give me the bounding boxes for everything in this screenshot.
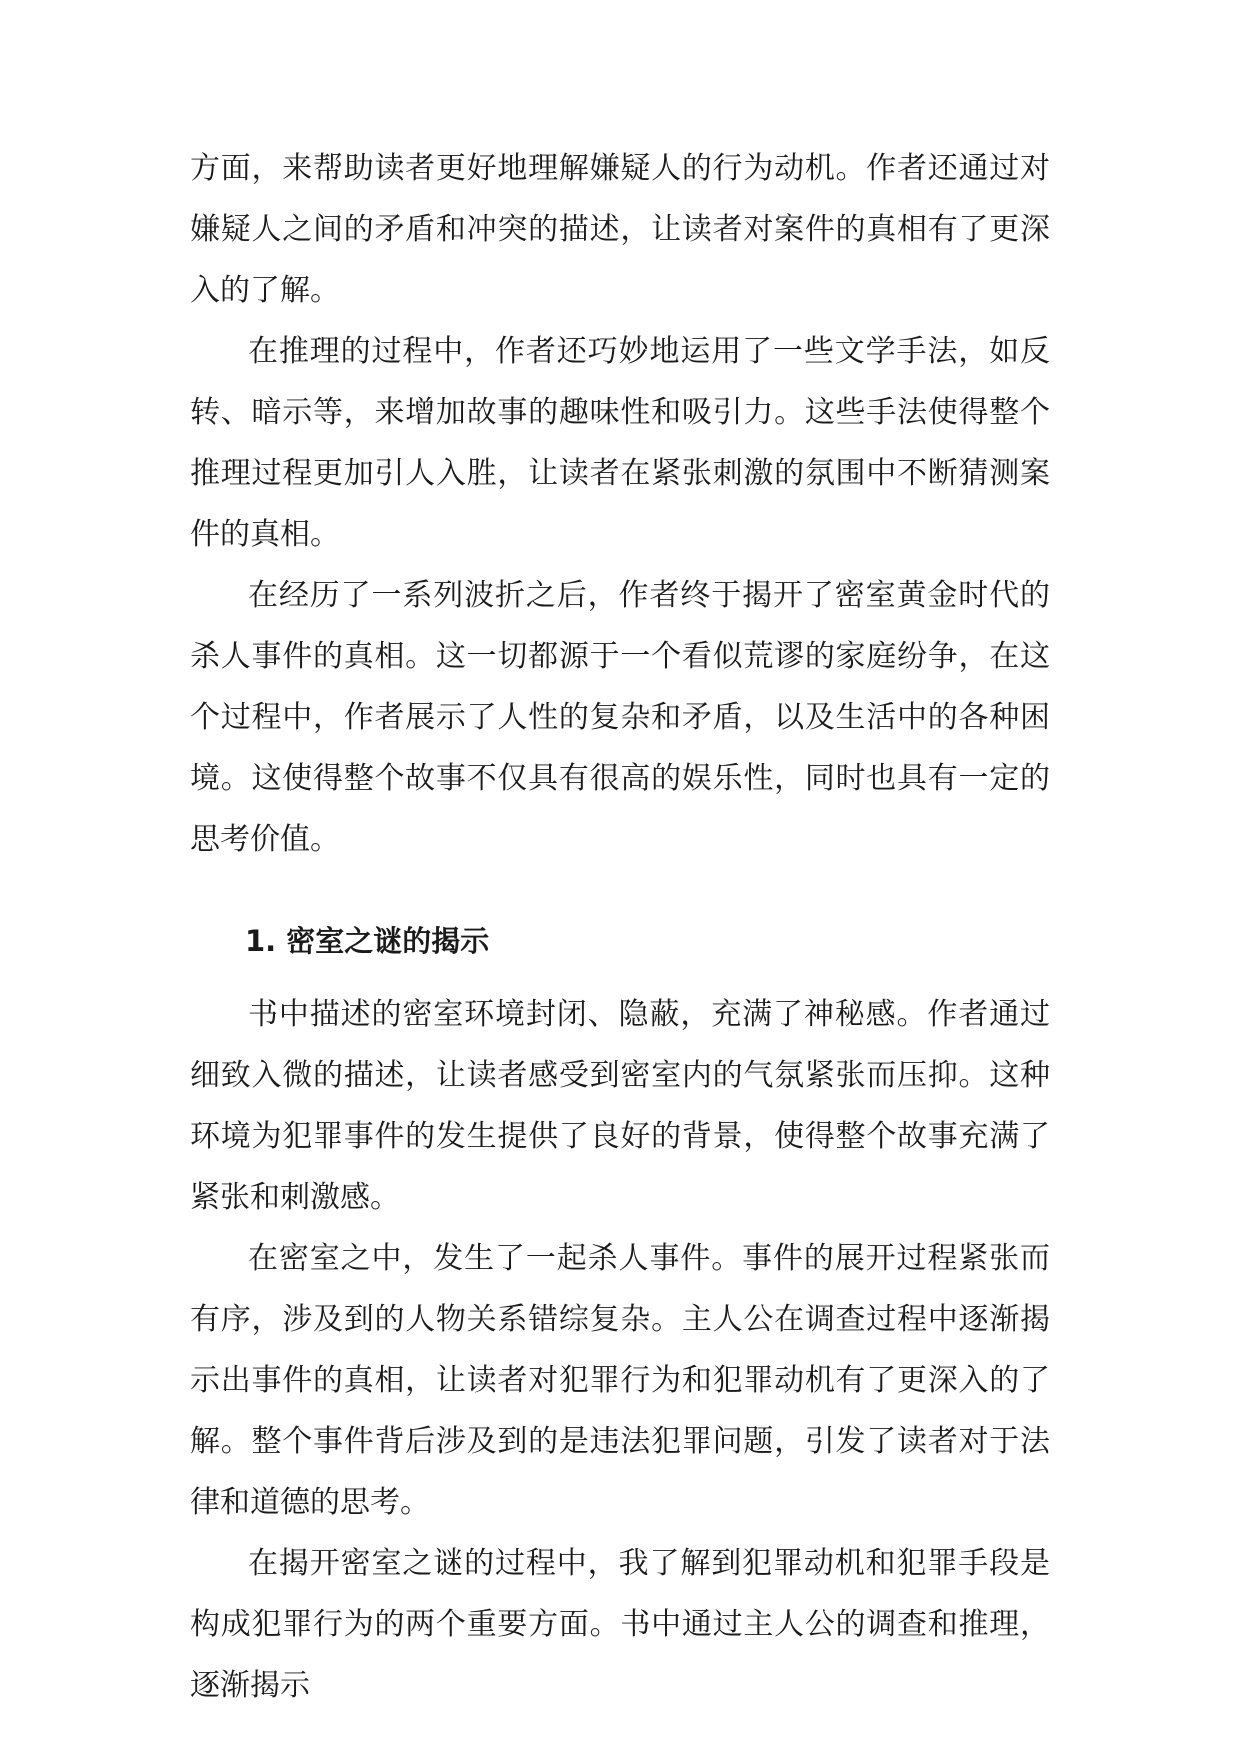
paragraph-motive-and-means: 在揭开密室之谜的过程中，我了解到犯罪动机和犯罪手段是构成犯罪行为的两个重要方面。书中通过主人公的调查和推理，逐渐揭示: [190, 1546, 1050, 1703]
paragraph-truth-revealed: 在经历了一系列波折之后，作者终于揭开了密室黄金时代的杀人事件的真相。这一切都源于一个看似荒谬的家庭纷争，在这个过程中，作者展示了人性的复杂和矛盾，以及生活中的各种困境。这使得整个故事不仅具有很高的娱乐性，同时也具有一定的思考价值。: [190, 578, 1050, 857]
section-heading: 1. 密室之谜的揭示: [245, 924, 490, 958]
paragraph-reasoning-techniques: 在推理的过程中，作者还巧妙地运用了一些文学手法，如反转、暗示等，来增加故事的趣味性和吸引力。这些手法使得整个推理过程更加引人入胜，让读者在紧张刺激的氛围中不断猜测案件的真相。: [190, 334, 1050, 552]
paragraph-locked-room-setting: 书中描述的密室环境封闭、隐蔽，充满了神秘感。作者通过细致入微的描述，让读者感受到密室内的气氛紧张而压抑。这种环境为犯罪事件的发生提供了良好的背景，使得整个故事充满了紧张和刺激感。: [190, 997, 1050, 1215]
paragraph-continuation: 方面，来帮助读者更好地理解嫌疑人的行为动机。作者还通过对嫌疑人之间的矛盾和冲突的描述，让读者对案件的真相有了更深入的了解。: [190, 151, 1050, 308]
document-body: [190, 138, 1050, 1716]
paragraph-murder-event: 在密室之中，发生了一起杀人事件。事件的展开过程紧张而有序，涉及到的人物关系错综复杂。主人公在调查过程中逐渐揭示出事件的真相，让读者对犯罪行为和犯罪动机有了更深入的了解。整个事件背后涉及到的是违法犯罪问题，引发了读者对于法律和道德的思考。: [190, 1241, 1050, 1520]
